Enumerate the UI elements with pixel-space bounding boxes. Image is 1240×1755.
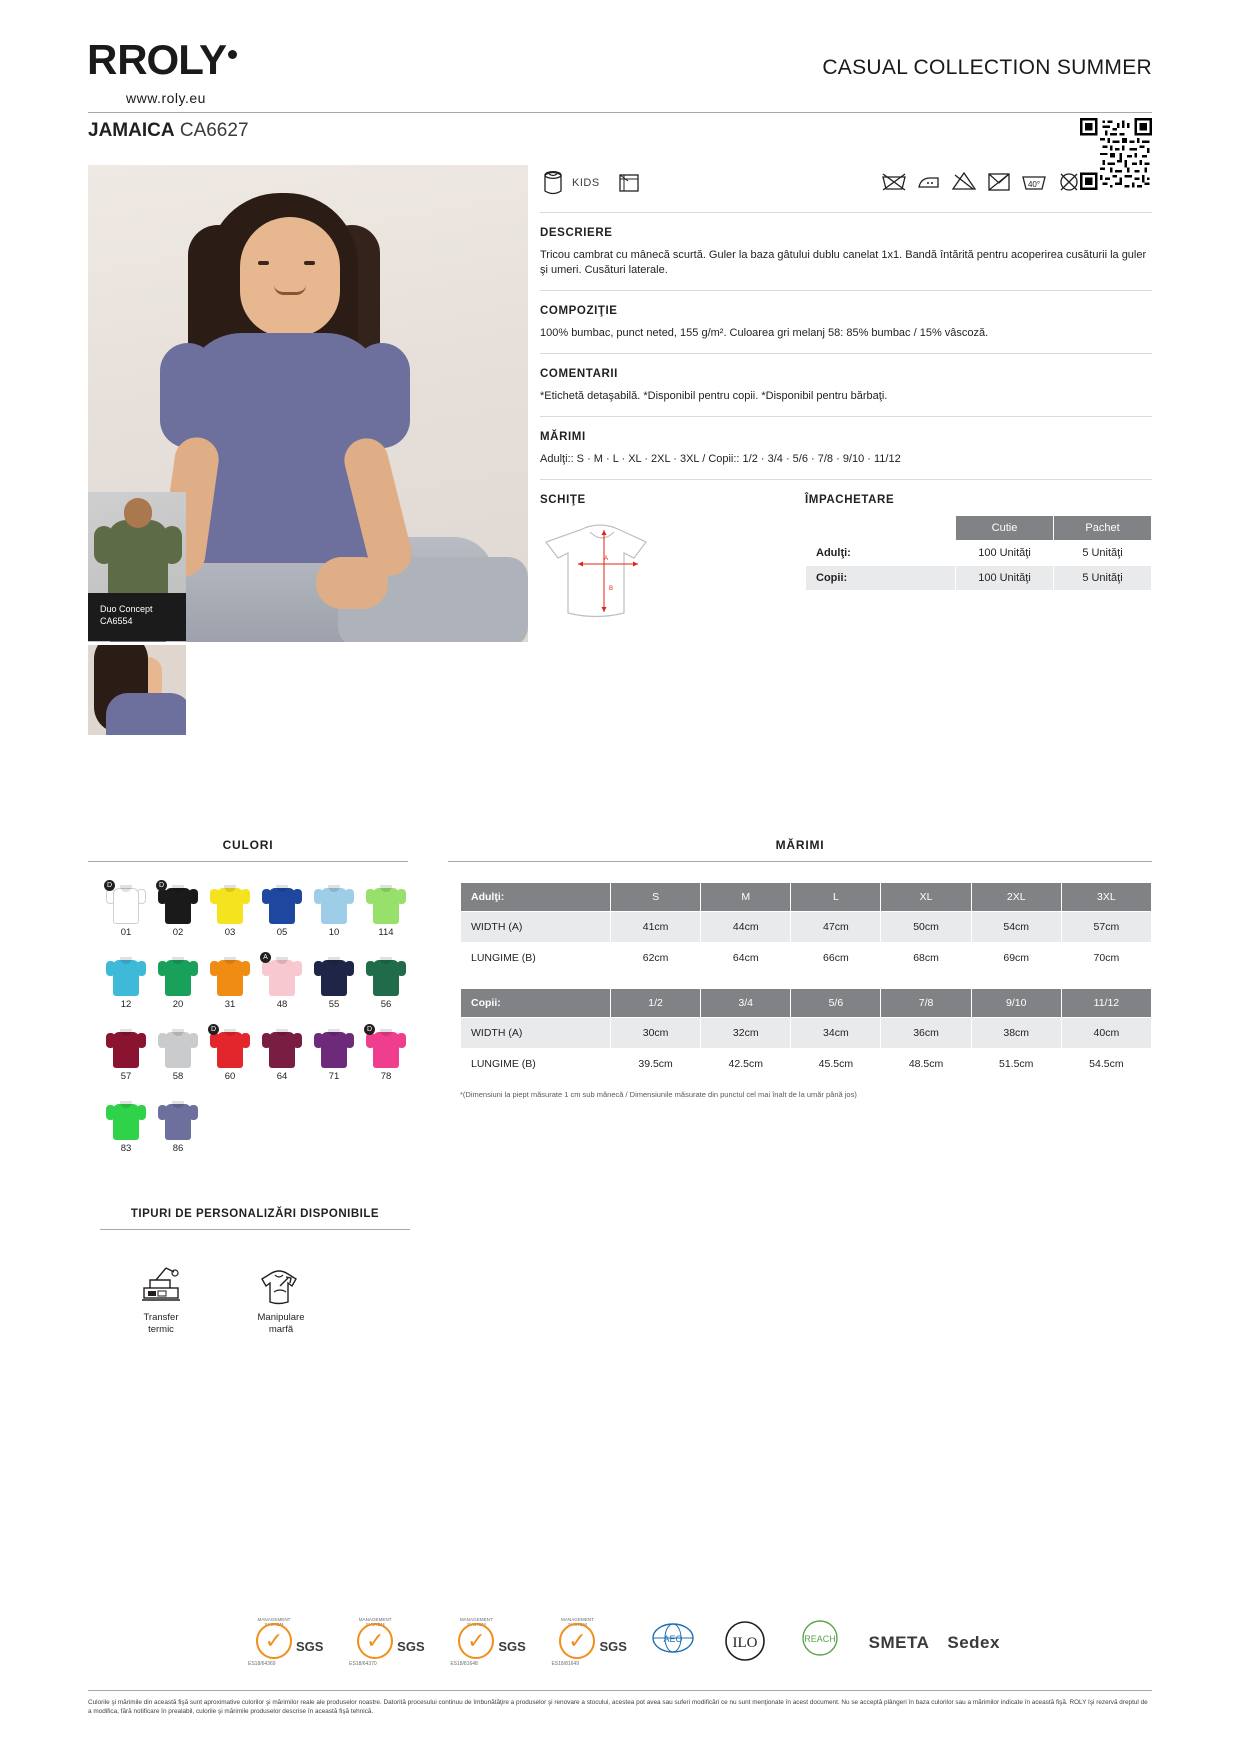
descriere-title: DESCRIERE (540, 227, 613, 239)
adults-width-xl: 50cm (881, 912, 971, 943)
adults-width-3xl: 57cm (1061, 912, 1151, 943)
logo-mark-icon: Я (88, 36, 118, 83)
adults-col-m: M (701, 883, 791, 912)
kids-length-1: 39.5cm (611, 1049, 701, 1080)
kids-col-2: 3/4 (701, 989, 791, 1018)
color-code: 20 (172, 999, 184, 1010)
footer-disclaimer: Culorile şi mărimile din această fişă sunt aproximative culorilor şi mărimilor reale ale produselor noastre. Datorită procesului continuu de îmbunătăţire a produselor şi renovare a stocului, acestea pot avea sau suferi modificări ce nu sunt menţionate în acest document. Nu se acceptă plângeri în baza culorilor sau a mărimilor indicate în această fişă. ROLY îşi rezervă dreptul de a modifica, fără notificare în prealabil, culorile şi mărimile produselor descrise în această fişă tehnică. (88, 1699, 1148, 1715)
kids-width-5: 38cm (971, 1018, 1061, 1049)
comentarii-title: COMENTARII (540, 368, 618, 380)
svg-text:AEO: AEO (663, 1634, 683, 1644)
color-tshirt-icon (106, 1026, 146, 1068)
color-code: 64 (276, 1071, 288, 1082)
reach-logo (789, 1618, 851, 1668)
adults-length-s: 62cm (611, 943, 701, 974)
section-comentarii (540, 354, 1152, 417)
ilo-icon (719, 1618, 771, 1664)
footer-divider (88, 1690, 1152, 1691)
tables-gap (460, 974, 1152, 988)
duo-head (124, 498, 152, 528)
packaging-row-label-kids: Copii: (806, 566, 956, 591)
duo-concept-name: Duo Concept (100, 604, 153, 614)
adults-length-l: 66cm (791, 943, 881, 974)
kids-length-3: 45.5cm (791, 1049, 881, 1080)
svg-text:ILO: ILO (732, 1635, 758, 1651)
adults-col-l: L (791, 883, 881, 912)
personalization-box (100, 1208, 410, 1336)
kids-col-6: 11/12 (1061, 989, 1151, 1018)
color-tshirt-icon (158, 882, 198, 924)
color-tshirt-icon (106, 1098, 146, 1140)
goods-handling-icon (238, 1256, 324, 1306)
reach-icon (789, 1618, 851, 1662)
personalization-items (100, 1230, 410, 1336)
sgs-arc-text-4: MANAGEMENT SYSTEM (561, 1617, 594, 1627)
section-impachetare (805, 494, 1152, 626)
color-badge: A (260, 952, 271, 963)
impachetare-title: ÎMPACHETARE (805, 494, 895, 506)
adults-length-m: 64cm (701, 943, 791, 974)
color-code: 58 (172, 1071, 184, 1082)
color-swatch[interactable] (152, 1026, 204, 1082)
color-code: 12 (120, 999, 132, 1010)
color-tshirt-icon (210, 954, 250, 996)
color-tshirt-icon (158, 1098, 198, 1140)
color-swatch[interactable] (256, 882, 308, 938)
color-code: 57 (120, 1071, 132, 1082)
packaging-col-pachet: Pachet (1054, 516, 1152, 541)
color-tshirt-icon (314, 882, 354, 924)
color-swatch[interactable] (100, 954, 152, 1010)
color-swatch[interactable] (100, 1098, 152, 1154)
kids-col-3: 5/6 (791, 989, 881, 1018)
sgs-logo-4 (543, 1617, 626, 1669)
kids-label: Copii: (461, 989, 611, 1018)
color-tshirt-icon (158, 1026, 198, 1068)
color-code: 01 (120, 927, 132, 938)
color-swatch[interactable] (152, 882, 204, 938)
color-code: 03 (224, 927, 236, 938)
kids-size-table (460, 988, 1152, 1080)
culori-title: CULORI (88, 838, 408, 862)
adults-width-2xl: 54cm (971, 912, 1061, 943)
product-info-column (540, 165, 1152, 626)
svg-text:B: B (609, 586, 614, 592)
adults-length-3xl: 70cm (1061, 943, 1151, 974)
adults-row-label-length: LUNGIME (B) (461, 943, 611, 974)
section-marimi (540, 417, 1152, 480)
color-tshirt-icon (106, 882, 146, 924)
color-code: 10 (328, 927, 340, 938)
color-swatch[interactable] (308, 1026, 360, 1082)
color-tshirt-icon (366, 882, 406, 924)
color-badge: D (208, 1024, 219, 1035)
sgs-label-3: SGS (498, 1639, 526, 1654)
color-tshirt-icon (366, 1026, 406, 1068)
brand-name: ROLY (117, 36, 227, 83)
marimi-body: Adulţi:: S · M · L · XL · 2XL · 3XL / Copii:: 1/2 · 3/4 · 5/6 · 7/8 · 9/10 · 11/12 (540, 453, 901, 465)
color-swatch[interactable] (204, 1026, 256, 1082)
sgs-label-2: SGS (397, 1639, 425, 1654)
iron-icon (916, 169, 942, 193)
color-badge: D (364, 1024, 375, 1035)
personalization-item-transfer (118, 1256, 204, 1336)
packaging-adults-pachet: 5 Unităţi (1054, 541, 1152, 566)
aeo-logo (645, 1618, 701, 1668)
kids-length-5: 51.5cm (971, 1049, 1061, 1080)
lower-section (88, 838, 1152, 1335)
sgs-arc-text-2: MANAGEMENT SYSTEM (358, 1617, 392, 1627)
sgs-check-icon-2: ✓ (357, 1623, 393, 1659)
marimi-table-title: MĂRIMI (448, 838, 1152, 862)
page-header (88, 36, 1152, 108)
color-code: 56 (380, 999, 392, 1010)
kids-col-4: 7/8 (881, 989, 971, 1018)
sgs-label-1: SGS (296, 1639, 324, 1654)
color-code: 48 (276, 999, 288, 1010)
color-badge: D (104, 880, 115, 891)
marimi-title: MĂRIMI (540, 431, 586, 443)
kids-width-6: 40cm (1061, 1018, 1151, 1049)
personalization-item-handling (238, 1256, 324, 1336)
wash-40-icon (1021, 169, 1047, 193)
product-name: JAMAICA (88, 120, 175, 141)
personalization-label-1a: Transfer (143, 1312, 179, 1323)
kids-col-5: 9/10 (971, 989, 1061, 1018)
adults-length-2xl: 69cm (971, 943, 1061, 974)
sizes-note: *(Dimensiuni la piept măsurate 1 cm sub mânecă / Dimensiunile măsurate din punctul cel mai înalt de la umăr până jos) (460, 1090, 857, 1099)
garment-sketch (540, 516, 755, 626)
sgs-code-1: ES18/64369 (248, 1661, 276, 1667)
color-swatch[interactable] (360, 954, 412, 1010)
personalization-title: TIPURI DE PERSONALIZĂRI DISPONIBILE (100, 1208, 410, 1230)
color-swatch-grid (100, 882, 410, 1166)
personalization-label-2b: marfă (268, 1324, 294, 1335)
color-code: 55 (328, 999, 340, 1010)
table-row (461, 943, 1152, 974)
table-row (806, 566, 1152, 591)
color-code: 05 (276, 927, 288, 938)
brand-logo-text (88, 36, 388, 84)
color-badge: D (156, 880, 167, 891)
sizes-tables (460, 882, 1152, 1099)
packaging-col-cutie: Cutie (956, 516, 1054, 541)
sgs-arc-text-1: MANAGEMENT SYSTEM (257, 1617, 291, 1627)
color-tshirt-icon (262, 1026, 302, 1068)
model-eye-left (258, 261, 269, 265)
adults-col-3xl: 3XL (1061, 883, 1151, 912)
color-swatch[interactable] (308, 882, 360, 938)
svg-text:40°: 40° (1027, 180, 1041, 189)
kids-availability (540, 169, 642, 197)
svg-text:A: A (603, 556, 609, 562)
kids-width-1: 30cm (611, 1018, 701, 1049)
product-code: CA6627 (179, 120, 249, 141)
compozitie-title: COMPOZIŢIE (540, 305, 618, 317)
sgs-check-icon-3: ✓ (458, 1623, 494, 1659)
duo-concept-label (88, 593, 186, 641)
comentarii-body: *Etichetă detaşabilă. *Disponibil pentru copii. *Disponibil pentru bărbaţi. (540, 390, 888, 402)
kids-length-4: 48.5cm (881, 1049, 971, 1080)
packaging-kids-pachet: 5 Unităţi (1054, 566, 1152, 591)
detail-shirt (106, 693, 186, 735)
no-tumble-dry-icon (986, 169, 1012, 193)
lower-headers (88, 838, 1152, 862)
adults-col-2xl: 2XL (971, 883, 1061, 912)
sgs-logo-1 (240, 1617, 323, 1669)
color-swatch[interactable] (152, 1098, 204, 1154)
kids-width-3: 34cm (791, 1018, 881, 1049)
color-swatch[interactable] (204, 882, 256, 938)
sgs-check-icon-4: ✓ (559, 1623, 595, 1659)
no-dry-clean-icon (1056, 169, 1082, 193)
adults-width-m: 44cm (701, 912, 791, 943)
schite-title: SCHIŢE (540, 494, 586, 506)
color-tshirt-icon (106, 954, 146, 996)
kids-row-label-length: LUNGIME (B) (461, 1049, 611, 1080)
model-eye-right (304, 261, 315, 265)
adults-width-s: 41cm (611, 912, 701, 943)
color-code: 114 (378, 927, 394, 938)
packaging-row-label-adults: Adulţi: (806, 541, 956, 566)
smeta-logo: SMETA (868, 1633, 930, 1652)
kids-row-label-width: WIDTH (A) (461, 1018, 611, 1049)
color-code: 71 (328, 1071, 340, 1082)
color-tshirt-icon (314, 954, 354, 996)
sgs-arc-text-3: MANAGEMENT SYSTEM (459, 1617, 493, 1627)
section-descriere (540, 213, 1152, 291)
packaging-header-row (806, 516, 1152, 541)
product-detail-photo (88, 645, 186, 735)
packaging-blank-header (806, 516, 956, 541)
color-tshirt-icon (210, 1026, 250, 1068)
kids-label: KIDS (572, 177, 600, 189)
color-swatch[interactable] (360, 1026, 412, 1082)
no-wash-icon (881, 169, 907, 193)
table-row (461, 912, 1152, 943)
adults-label: Adulţi: (461, 883, 611, 912)
adults-col-s: S (611, 883, 701, 912)
color-swatch[interactable] (100, 882, 152, 938)
ilo-logo (719, 1618, 771, 1668)
kids-col-1: 1/2 (611, 989, 701, 1018)
adults-row-label-width: WIDTH (A) (461, 912, 611, 943)
kids-header-row (461, 989, 1152, 1018)
table-row (461, 1018, 1152, 1049)
kids-length-2: 42.5cm (701, 1049, 791, 1080)
no-bleach-icon (951, 169, 977, 193)
color-swatch[interactable] (256, 954, 308, 1010)
schite-impachetare-row (540, 480, 1152, 626)
kids-width-4: 36cm (881, 1018, 971, 1049)
personalization-label-1b: termic (148, 1324, 174, 1335)
sgs-logo-3 (442, 1617, 525, 1669)
sgs-code-3: ES18/81648 (450, 1661, 478, 1667)
icon-row (540, 165, 1152, 213)
color-tshirt-icon (158, 954, 198, 996)
descriere-body: Tricou cambrat cu mânecă scurtă. Guler la baza gâtului dublu canelat 1x1. Bandă întărită pentru acoperirea cusăturii la guler şi umeri. Cusături laterale. (540, 249, 1147, 276)
model-face (240, 217, 340, 337)
adults-length-xl: 68cm (881, 943, 971, 974)
adults-col-xl: XL (881, 883, 971, 912)
care-instructions (881, 169, 1082, 193)
sgs-check-icon-1: ✓ (256, 1623, 292, 1659)
brand-logo (88, 36, 388, 106)
packaging-adults-cutie: 100 Unităţi (956, 541, 1054, 566)
color-code: 86 (172, 1143, 184, 1154)
brand-website: www.roly.eu (126, 90, 206, 106)
color-swatch[interactable] (204, 954, 256, 1010)
aeo-globe-icon (645, 1618, 701, 1662)
sgs-code-4: ES18/81649 (551, 1661, 579, 1667)
color-tshirt-icon (262, 954, 302, 996)
color-swatch[interactable] (152, 954, 204, 1010)
section-schite (540, 494, 805, 626)
sedex-logo (947, 1633, 1000, 1653)
color-tshirt-icon (366, 954, 406, 996)
svg-text:REACH: REACH (803, 1634, 836, 1644)
kids-width-2: 32cm (701, 1018, 791, 1049)
logo-dot-icon (228, 50, 237, 59)
page-title (88, 120, 249, 142)
certification-logos (240, 1615, 1000, 1671)
collection-title: CASUAL COLLECTION SUMMER (822, 56, 1152, 79)
color-tshirt-icon (210, 882, 250, 924)
packaging-table (805, 515, 1152, 591)
personalization-label-2a: Manipulare (257, 1312, 305, 1323)
heat-transfer-icon (118, 1256, 204, 1306)
color-tshirt-icon (314, 1026, 354, 1068)
sgs-label-4: SGS (599, 1639, 627, 1654)
table-row (461, 1049, 1152, 1080)
color-code: 78 (380, 1071, 392, 1082)
packaging-kids-cutie: 100 Unităţi (956, 566, 1054, 591)
tshirt-measure-sketch-icon (540, 516, 700, 626)
adults-size-table (460, 882, 1152, 974)
color-code: 60 (224, 1071, 236, 1082)
adults-width-l: 47cm (791, 912, 881, 943)
sedex-label: Sedex (947, 1633, 1000, 1652)
folded-garment-icon (616, 169, 642, 197)
header-gap (408, 838, 448, 862)
model-hands (316, 557, 388, 609)
header-divider (88, 112, 1152, 113)
sgs-code-2: ES18/64370 (349, 1661, 377, 1667)
sgs-logo-2 (341, 1617, 424, 1669)
color-code: 02 (172, 927, 184, 938)
adults-header-row (461, 883, 1152, 912)
section-compozitie (540, 291, 1152, 354)
color-swatch[interactable] (100, 1026, 152, 1082)
compozitie-body: 100% bumbac, punct neted, 155 g/m². Culoarea gri melanj 58: 85% bumbac / 15% vâscoză. (540, 327, 989, 339)
color-code: 83 (120, 1143, 132, 1154)
color-swatch[interactable] (308, 954, 360, 1010)
model-smile (274, 285, 306, 295)
duo-concept-code: CA6554 (100, 616, 133, 626)
kids-length-6: 54.5cm (1061, 1049, 1151, 1080)
color-code: 31 (224, 999, 236, 1010)
tshirt-roll-icon (540, 169, 566, 197)
color-swatch[interactable] (256, 1026, 308, 1082)
color-tshirt-icon (262, 882, 302, 924)
color-swatch[interactable] (360, 882, 412, 938)
table-row (806, 541, 1152, 566)
